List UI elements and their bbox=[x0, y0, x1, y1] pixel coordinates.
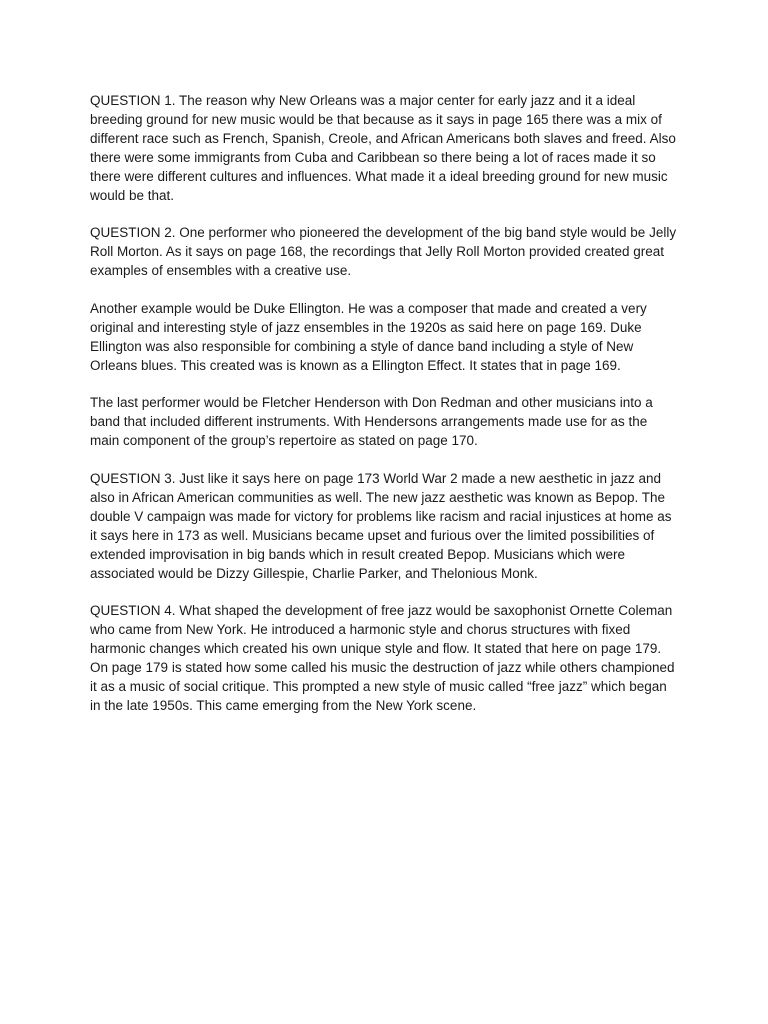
paragraph-question-4: QUESTION 4. What shaped the development of free jazz would be saxophonist Ornette Coleman who came from New York. He introduced a harmonic style and chorus structures with fixed harmonic changes which created his own unique style and flow. It stated that here on page 179. On page 179 is stated how some called his music the destruction of jazz while others championed it as a music of social critique. This prompted a new style of music called “free jazz” which began in the late 1950s. This came emerging from the New York scene. bbox=[90, 603, 675, 713]
paragraph-duke-ellington: Another example would be Duke Ellington. He was a composer that made and created a very original and interesting style of jazz ensembles in the 1920s as said here on page 169. Duke Ellington was also responsible for combining a style of dance band including a style of New Orleans blues. This created was is known as a Ellington Effect. It states that in page 169. bbox=[90, 300, 647, 373]
paragraph-question-1: QUESTION 1. The reason why New Orleans was a major center for early jazz and it a ideal breeding ground for new music would be that because as it says in page 165 there was a mix of different race such as French, Spanish, Creole, and African Americans both slaves and freed. Also there were some immigrants from Cuba and Caribbean so there being a lot of races made it so there were different cultures and influences. What made it a ideal breeding ground for new music would be that. bbox=[90, 93, 676, 203]
paragraph-question-2: QUESTION 2. One performer who pioneered the development of the big band style would be Jelly Roll Morton. As it says on page 168, the recordings that Jelly Roll Morton provided created great examples of ensembles with a creative use. bbox=[90, 225, 677, 279]
paragraph-question-3: QUESTION 3. Just like it says here on page 173 World War 2 made a new aesthetic in jazz and also in African American communities as well. The new jazz aesthetic was known as Bepop. The double V campaign was made for victory for problems like racism and racial injustices at home as it says here in 173 as well. Musicians became upset and furious over the limited possibilities of extended improvisation in big bands which in result created Bepop. Musicians which were associated would be Dizzy Gillespie, Charlie Parker, and Thelonious Monk. bbox=[90, 471, 672, 581]
paragraph-fletcher-henderson: The last performer would be Fletcher Henderson with Don Redman and other musicians into a band that included different instruments. With Hendersons arrangements made use for as the main component of the group’s repertoire as stated on page 170. bbox=[90, 395, 653, 449]
document-body bbox=[90, 92, 680, 735]
